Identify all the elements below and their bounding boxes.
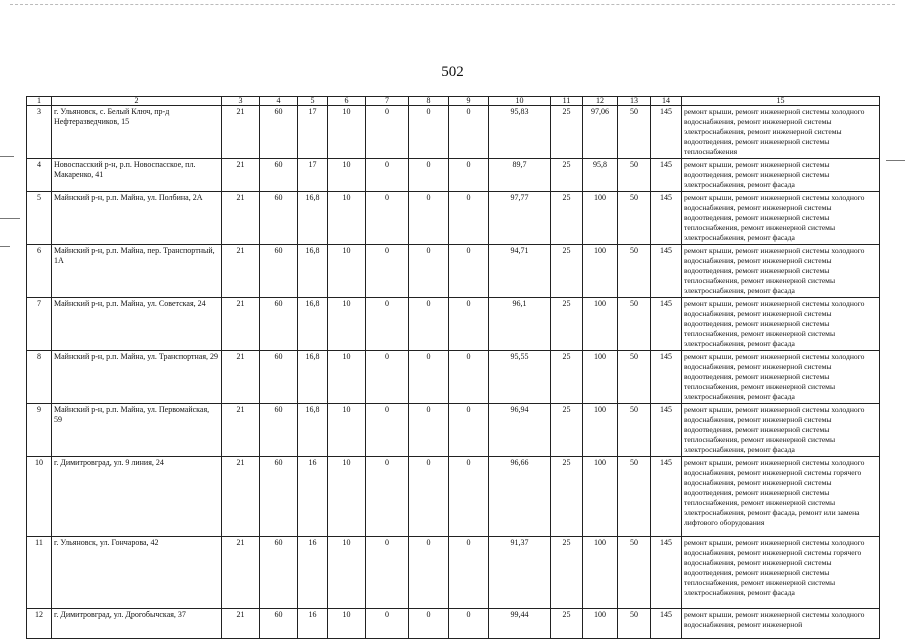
- margin-mark-left-1: [0, 156, 14, 157]
- margin-mark-left-3: [0, 246, 10, 247]
- works-list-cell: ремонт крыши, ремонт инженерной системы холодного водоснабжения, ремонт инженерной системы электроснабжения, ремонт инженерной системы водоотведения, ремонт инженерной системы теплоснабжения: [682, 106, 880, 159]
- column-header-13: 13: [618, 97, 651, 106]
- value-cell-col-3: 21: [222, 192, 260, 245]
- row-number: 4: [27, 159, 52, 192]
- value-cell-col-13: 50: [618, 351, 651, 404]
- address-cell: г. Димитровград, ул. Дрогобычская, 37: [52, 609, 222, 639]
- value-cell-col-6: 10: [328, 609, 366, 639]
- value-cell-col-3: 21: [222, 106, 260, 159]
- works-list-cell: ремонт крыши, ремонт инженерной системы холодного водоснабжения, ремонт инженерной системы водоотведения, ремонт инженерной системы теплоснабжения, ремонт инженерной системы электроснабжения, ремонт фасада: [682, 351, 880, 404]
- value-cell-col-9: 0: [449, 609, 489, 639]
- table-row: [27, 404, 880, 457]
- value-cell-col-12: 100: [583, 404, 618, 457]
- column-header-4: 4: [260, 97, 298, 106]
- value-cell-col-5: 16: [298, 609, 328, 639]
- value-cell-col-8: 0: [409, 457, 449, 537]
- value-cell-col-7: 0: [366, 298, 409, 351]
- value-cell-col-6: 10: [328, 457, 366, 537]
- value-cell-col-12: 95,8: [583, 159, 618, 192]
- value-cell-col-3: 21: [222, 537, 260, 609]
- value-cell-col-5: 17: [298, 106, 328, 159]
- works-list-cell: ремонт крыши, ремонт инженерной системы холодного водоснабжения, ремонт инженерной системы водоотведения, ремонт инженерной системы теплоснабжения, ремонт инженерной системы электроснабжения, ремонт фасада: [682, 192, 880, 245]
- row-number: 9: [27, 404, 52, 457]
- row-number: 3: [27, 106, 52, 159]
- value-cell-col-8: 0: [409, 106, 449, 159]
- works-list-cell: ремонт крыши, ремонт инженерной системы холодного водоснабжения, ремонт инженерной системы водоотведения, ремонт инженерной системы теплоснабжения, ремонт инженерной системы электроснабжения, ремонт фасада: [682, 404, 880, 457]
- value-cell-col-13: 50: [618, 106, 651, 159]
- row-number: 6: [27, 245, 52, 298]
- value-cell-col-13: 50: [618, 609, 651, 639]
- value-cell-col-10: 91,37: [489, 537, 551, 609]
- table-row: [27, 159, 880, 192]
- value-cell-col-7: 0: [366, 404, 409, 457]
- value-cell-col-7: 0: [366, 245, 409, 298]
- value-cell-col-11: 25: [551, 351, 583, 404]
- repair-register-table: [26, 96, 880, 639]
- table-body: [27, 97, 880, 639]
- value-cell-col-13: 50: [618, 457, 651, 537]
- value-cell-col-4: 60: [260, 106, 298, 159]
- column-header-7: 7: [366, 97, 409, 106]
- value-cell-col-3: 21: [222, 245, 260, 298]
- row-number: 11: [27, 537, 52, 609]
- value-cell-col-3: 21: [222, 351, 260, 404]
- value-cell-col-11: 25: [551, 159, 583, 192]
- works-list-cell: ремонт крыши, ремонт инженерной системы холодного водоснабжения, ремонт инженерной: [682, 609, 880, 639]
- row-number: 8: [27, 351, 52, 404]
- value-cell-col-4: 60: [260, 609, 298, 639]
- value-cell-col-14: 145: [651, 457, 682, 537]
- value-cell-col-8: 0: [409, 159, 449, 192]
- value-cell-col-10: 96,66: [489, 457, 551, 537]
- value-cell-col-12: 100: [583, 457, 618, 537]
- column-header-1: 1: [27, 97, 52, 106]
- value-cell-col-14: 145: [651, 537, 682, 609]
- value-cell-col-13: 50: [618, 298, 651, 351]
- value-cell-col-5: 16,8: [298, 245, 328, 298]
- value-cell-col-3: 21: [222, 457, 260, 537]
- value-cell-col-11: 25: [551, 457, 583, 537]
- table-header-row: [27, 97, 880, 106]
- value-cell-col-6: 10: [328, 245, 366, 298]
- works-list-cell: ремонт крыши, ремонт инженерной системы холодного водоснабжения, ремонт инженерной системы водоотведения, ремонт инженерной системы теплоснабжения, ремонт инженерной системы электроснабжения, ремонт фасада: [682, 298, 880, 351]
- column-header-14: 14: [651, 97, 682, 106]
- row-number: 12: [27, 609, 52, 639]
- works-list-cell: ремонт крыши, ремонт инженерной системы холодного водоснабжения, ремонт инженерной системы горячего водоснабжения, ремонт инженерной системы водоотведения, ремонт инженерной системы теплоснабжения, ремонт инженерной системы электроснабжения, ремонт фасада, ремонт или замена лифтового оборудования: [682, 457, 880, 537]
- value-cell-col-14: 145: [651, 159, 682, 192]
- value-cell-col-13: 50: [618, 159, 651, 192]
- value-cell-col-10: 95,55: [489, 351, 551, 404]
- value-cell-col-4: 60: [260, 404, 298, 457]
- value-cell-col-8: 0: [409, 609, 449, 639]
- value-cell-col-14: 145: [651, 192, 682, 245]
- value-cell-col-9: 0: [449, 351, 489, 404]
- value-cell-col-9: 0: [449, 245, 489, 298]
- address-cell: Майнский р-н, р.п. Майна, ул. Транспортная, 29: [52, 351, 222, 404]
- address-cell: г. Димитровград, ул. 9 линия, 24: [52, 457, 222, 537]
- row-number: 10: [27, 457, 52, 537]
- value-cell-col-12: 100: [583, 298, 618, 351]
- value-cell-col-11: 25: [551, 192, 583, 245]
- value-cell-col-8: 0: [409, 351, 449, 404]
- value-cell-col-5: 16,8: [298, 192, 328, 245]
- value-cell-col-9: 0: [449, 404, 489, 457]
- value-cell-col-4: 60: [260, 351, 298, 404]
- table-row: [27, 192, 880, 245]
- column-header-5: 5: [298, 97, 328, 106]
- works-list-cell: ремонт крыши, ремонт инженерной системы холодного водоснабжения, ремонт инженерной системы водоотведения, ремонт инженерной системы теплоснабжения, ремонт инженерной системы электроснабжения, ремонт фасада: [682, 245, 880, 298]
- value-cell-col-11: 25: [551, 537, 583, 609]
- value-cell-col-7: 0: [366, 192, 409, 245]
- address-cell: Новоспасский р-н, р.п. Новоспасское, пл. Макаренко, 41: [52, 159, 222, 192]
- value-cell-col-10: 97,77: [489, 192, 551, 245]
- value-cell-col-13: 50: [618, 192, 651, 245]
- margin-mark-left-2: [0, 218, 20, 219]
- value-cell-col-3: 21: [222, 298, 260, 351]
- address-cell: г. Ульяновск, с. Белый Ключ, пр-д Нефтеразведчиков, 15: [52, 106, 222, 159]
- address-cell: Майнский р-н, р.п. Майна, ул. Советская, 24: [52, 298, 222, 351]
- value-cell-col-11: 25: [551, 404, 583, 457]
- value-cell-col-8: 0: [409, 537, 449, 609]
- value-cell-col-4: 60: [260, 298, 298, 351]
- value-cell-col-8: 0: [409, 404, 449, 457]
- value-cell-col-14: 145: [651, 298, 682, 351]
- value-cell-col-5: 17: [298, 159, 328, 192]
- value-cell-col-14: 145: [651, 245, 682, 298]
- margin-mark-right-1: [886, 160, 905, 161]
- value-cell-col-9: 0: [449, 537, 489, 609]
- value-cell-col-7: 0: [366, 159, 409, 192]
- row-number: 7: [27, 298, 52, 351]
- value-cell-col-6: 10: [328, 106, 366, 159]
- column-header-3: 3: [222, 97, 260, 106]
- value-cell-col-14: 145: [651, 351, 682, 404]
- value-cell-col-5: 16,8: [298, 404, 328, 457]
- value-cell-col-9: 0: [449, 457, 489, 537]
- value-cell-col-10: 95,83: [489, 106, 551, 159]
- value-cell-col-3: 21: [222, 609, 260, 639]
- value-cell-col-13: 50: [618, 245, 651, 298]
- value-cell-col-12: 100: [583, 245, 618, 298]
- value-cell-col-7: 0: [366, 106, 409, 159]
- works-list-cell: ремонт крыши, ремонт инженерной системы холодного водоснабжения, ремонт инженерной системы горячего водоснабжения, ремонт инженерной системы водоотведения, ремонт инженерной системы теплоснабжения, ремонт инженерной системы электроснабжения, ремонт фасада: [682, 537, 880, 609]
- value-cell-col-7: 0: [366, 351, 409, 404]
- value-cell-col-6: 10: [328, 159, 366, 192]
- column-header-8: 8: [409, 97, 449, 106]
- column-header-15: 15: [682, 97, 880, 106]
- value-cell-col-5: 16: [298, 537, 328, 609]
- value-cell-col-3: 21: [222, 159, 260, 192]
- column-header-12: 12: [583, 97, 618, 106]
- value-cell-col-6: 10: [328, 537, 366, 609]
- value-cell-col-10: 89,7: [489, 159, 551, 192]
- table-row: [27, 106, 880, 159]
- address-cell: Майнский р-н, р.п. Майна, пер. Транспортный, 1А: [52, 245, 222, 298]
- value-cell-col-12: 100: [583, 351, 618, 404]
- table-row: [27, 351, 880, 404]
- value-cell-col-10: 94,71: [489, 245, 551, 298]
- value-cell-col-10: 96,94: [489, 404, 551, 457]
- column-header-9: 9: [449, 97, 489, 106]
- page-number: 502: [441, 64, 464, 80]
- address-cell: Майнский р-н, р.п. Майна, ул. Полбина, 2А: [52, 192, 222, 245]
- table-row: [27, 537, 880, 609]
- value-cell-col-11: 25: [551, 298, 583, 351]
- value-cell-col-9: 0: [449, 298, 489, 351]
- column-header-10: 10: [489, 97, 551, 106]
- row-number: 5: [27, 192, 52, 245]
- value-cell-col-9: 0: [449, 192, 489, 245]
- address-cell: Майнский р-н, р.п. Майна, ул. Первомайская, 59: [52, 404, 222, 457]
- column-header-2: 2: [52, 97, 222, 106]
- value-cell-col-6: 10: [328, 351, 366, 404]
- value-cell-col-14: 145: [651, 404, 682, 457]
- value-cell-col-6: 10: [328, 404, 366, 457]
- value-cell-col-10: 99,44: [489, 609, 551, 639]
- value-cell-col-7: 0: [366, 457, 409, 537]
- value-cell-col-12: 97,06: [583, 106, 618, 159]
- value-cell-col-10: 96,1: [489, 298, 551, 351]
- works-list-cell: ремонт крыши, ремонт инженерной системы водоотведения, ремонт инженерной системы электроснабжения, ремонт фасада: [682, 159, 880, 192]
- value-cell-col-12: 100: [583, 192, 618, 245]
- value-cell-col-9: 0: [449, 106, 489, 159]
- value-cell-col-4: 60: [260, 192, 298, 245]
- value-cell-col-7: 0: [366, 609, 409, 639]
- value-cell-col-11: 25: [551, 609, 583, 639]
- scan-edge-top: [10, 4, 895, 5]
- value-cell-col-12: 100: [583, 609, 618, 639]
- value-cell-col-4: 60: [260, 457, 298, 537]
- value-cell-col-8: 0: [409, 192, 449, 245]
- value-cell-col-8: 0: [409, 298, 449, 351]
- value-cell-col-4: 60: [260, 245, 298, 298]
- value-cell-col-14: 145: [651, 106, 682, 159]
- value-cell-col-6: 10: [328, 192, 366, 245]
- table-row: [27, 457, 880, 537]
- table-row: [27, 609, 880, 639]
- value-cell-col-11: 25: [551, 106, 583, 159]
- value-cell-col-13: 50: [618, 404, 651, 457]
- value-cell-col-3: 21: [222, 404, 260, 457]
- value-cell-col-4: 60: [260, 159, 298, 192]
- value-cell-col-14: 145: [651, 609, 682, 639]
- value-cell-col-5: 16,8: [298, 351, 328, 404]
- address-cell: г. Ульяновск, ул. Гончарова, 42: [52, 537, 222, 609]
- column-header-6: 6: [328, 97, 366, 106]
- value-cell-col-11: 25: [551, 245, 583, 298]
- column-header-11: 11: [551, 97, 583, 106]
- table-row: [27, 245, 880, 298]
- table-row: [27, 298, 880, 351]
- value-cell-col-7: 0: [366, 537, 409, 609]
- value-cell-col-4: 60: [260, 537, 298, 609]
- value-cell-col-5: 16,8: [298, 298, 328, 351]
- value-cell-col-13: 50: [618, 537, 651, 609]
- value-cell-col-8: 0: [409, 245, 449, 298]
- value-cell-col-5: 16: [298, 457, 328, 537]
- value-cell-col-12: 100: [583, 537, 618, 609]
- value-cell-col-6: 10: [328, 298, 366, 351]
- value-cell-col-9: 0: [449, 159, 489, 192]
